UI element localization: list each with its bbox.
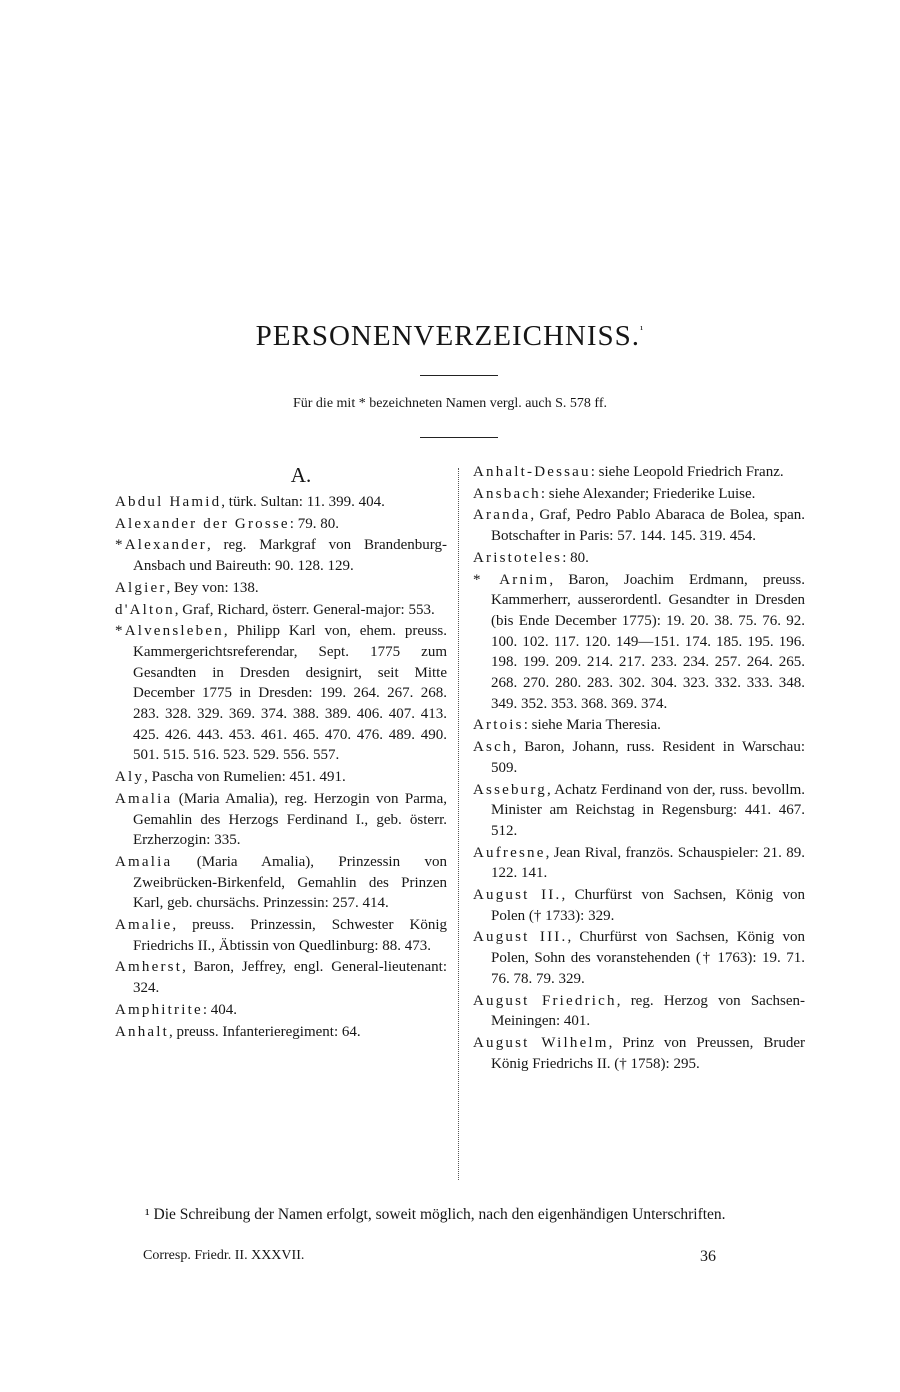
entry-details: , reg. Markgraf von Brandenburg-Ansbach und Baireuth: 90. 128. 129. [133,537,447,575]
index-entry [115,621,447,766]
entry-details: : 79. 80. [289,515,339,532]
index-entry [115,1022,447,1043]
index-entry [473,1033,805,1074]
index-entry [473,885,805,926]
entry-details: , Philipp Karl von, ehem. preuss. Kammergerichtsreferendar, Sept. 1775 zum Gesandten in Dresden designirt, seit Mitte December 1775 in Dresden: 199. 264. 267. 268. 283. 328. 329. 369. 374. 388. 389. 406. 407. 413. 425. 426. 443. 453. 461. 465. 470. 476. 489. 490. 501. 515. 516. 523. 529. 556. 557. [133,623,447,764]
entry-details: , Jean Rival, französ. Schauspieler: 21. 89. 122. 141. [491,844,805,882]
entry-details: , preuss. Prinzessin, Schwester König Friedrichs II., Äbtissin von Quedlinburg: 88. 473. [133,917,447,954]
entry-name: Amalia [115,790,173,807]
entry-name: Amalie [115,917,173,934]
entry-name: Abdul Hamid [115,494,222,510]
entry-name: Amphitrite [115,1001,203,1018]
index-entry [115,789,447,851]
entry-details: , Baron, Jeffrey, engl. General-lieutenant: 324. [133,959,447,997]
index-entry [473,991,805,1032]
index-entry [473,548,805,569]
index-entry [115,1000,447,1021]
index-entry [115,957,447,998]
column-divider [458,468,459,1180]
index-entry [473,780,805,842]
index-entry [115,514,447,535]
entry-name: August III. [473,929,568,946]
entry-details: , Baron, Joachim Erdmann, preuss. Kammerherr, ausserordentl. Gesandter in Dresden (bis Ende December 1775): 19. 20. 38. 75. 76. 92. 100. 102. 117. 120. 149—151. 174. 185. 195. 196. 198. 199. 209. 214. 217. 233. 234. 257. 264. 265. 268. 270. 280. 283. 302. 304. 323. 332. 333. 348. 349. 352. 353. 368. 369. 374. [491,571,805,712]
entry-name: *Alexander [115,537,207,554]
index-entry [473,462,805,483]
entry-name: d'Alton [115,601,175,618]
index-entry [473,715,805,736]
entry-name: Alexander der Grosse [115,515,290,532]
section-letter: A. [290,463,312,487]
entry-details: : 404. [202,1001,237,1018]
entry-name: August Wilhelm [473,1034,609,1051]
running-footer: Corresp. Friedr. II. XXXVII. [143,1248,305,1263]
entry-name: Amalia [115,853,173,870]
entry-details: : siehe Maria Theresia. [523,717,661,734]
entry-name: * Arnim [473,571,550,588]
right-column [473,462,805,1075]
entry-details: : 80. [562,549,589,566]
entry-details: (Maria Amalia), Prinzessin von Zweibrücken-Birkenfeld, Gemahlin des Prinzen Karl, geb. chursächs. Prinzessin: 257. 414. [133,853,447,912]
index-entry [473,737,805,778]
entry-details: , Churfürst von Sachsen, König von Polen († 1733): 329. [491,887,806,924]
index-entry [115,578,447,599]
index-entry [115,535,447,576]
note-rule [420,437,498,438]
index-entry [473,927,805,989]
index-entry [115,492,447,513]
entry-name: Amherst [115,959,183,976]
entry-details: : siehe Leopold Friedrich Franz. [590,464,784,480]
entry-details: , türk. Sultan: 11. 399. 404. [221,494,385,510]
entry-details: : siehe Alexander; Friederike Luise. [540,485,756,502]
entry-details: , Prinz von Preussen, Bruder König Friedrichs II. († 1758): 295. [491,1034,805,1072]
entry-name: Aranda [473,507,531,524]
entry-name: Aly [115,769,145,786]
entry-name: Aristoteles [473,549,563,566]
entry-name: Asch [473,739,513,756]
index-entry [473,570,805,715]
entry-name: Anhalt-Dessau [473,464,591,480]
entry-details: , reg. Herzog von Sachsen-Meiningen: 401. [491,992,805,1030]
entry-name: Artois [473,717,524,734]
entry-name: Aufresne [473,844,546,861]
entry-details: , Graf, Pedro Pablo Abaraca de Bolea, span. Botschafter in Paris: 57. 144. 145. 319. 454. [491,507,805,545]
index-entry [115,852,447,914]
entry-details: (Maria Amalia), reg. Herzogin von Parma, Gemahlin des Herzogs Ferdinand I., geb. österr. Erzherzogin: 335. [133,790,447,849]
entry-details: , Bey von: 138. [166,579,259,596]
footnote: ¹ Die Schreibung der Namen erfolgt, soweit möglich, nach den eigenhändigen Unterschriften. [145,1206,726,1223]
index-entry [473,843,805,884]
entry-details: , Baron, Johann, russ. Resident in Warschau: 509. [491,739,805,776]
entry-name: Ansbach [473,485,541,502]
left-column [115,462,447,1043]
index-entry [473,505,805,546]
entry-name: Anhalt [115,1023,170,1040]
entry-details: , Churfürst von Sachsen, König von Polen, Sohn des voranstehenden († 1763): 19. 71. 76. 78. 79. 329. [491,929,805,987]
entry-details: , preuss. Infanterieregiment: 64. [169,1023,361,1040]
title-rule [420,375,498,376]
index-entry [473,484,805,505]
index-entry [115,600,447,621]
entry-name: Algier [115,579,167,596]
page-title-text: PERSONENVERZEICHNISS. [255,320,641,352]
index-entry [115,915,447,956]
entry-name: *Alvensleben [115,623,224,640]
page-number: 36 [700,1248,716,1265]
entry-details: , Achatz Ferdinand von der, russ. bevollm. Minister am Reichstag in Regensburg: 441. 467. 512. [491,781,805,839]
title-footnote-marker: ¹ [640,324,645,336]
entry-details: , Pascha von Rumelien: 451. 491. [144,769,346,786]
entry-name: August II. [473,887,562,904]
entry-details: , Graf, Richard, österr. General-major: 553. [174,601,435,618]
asterisk-note: Für die mit * bezeichneten Namen vergl. auch S. 578 ff. [292,396,607,411]
entry-name: August Friedrich [473,992,617,1009]
entry-name: Asseburg [473,781,547,798]
page-title [0,320,900,353]
index-entry [115,767,447,788]
